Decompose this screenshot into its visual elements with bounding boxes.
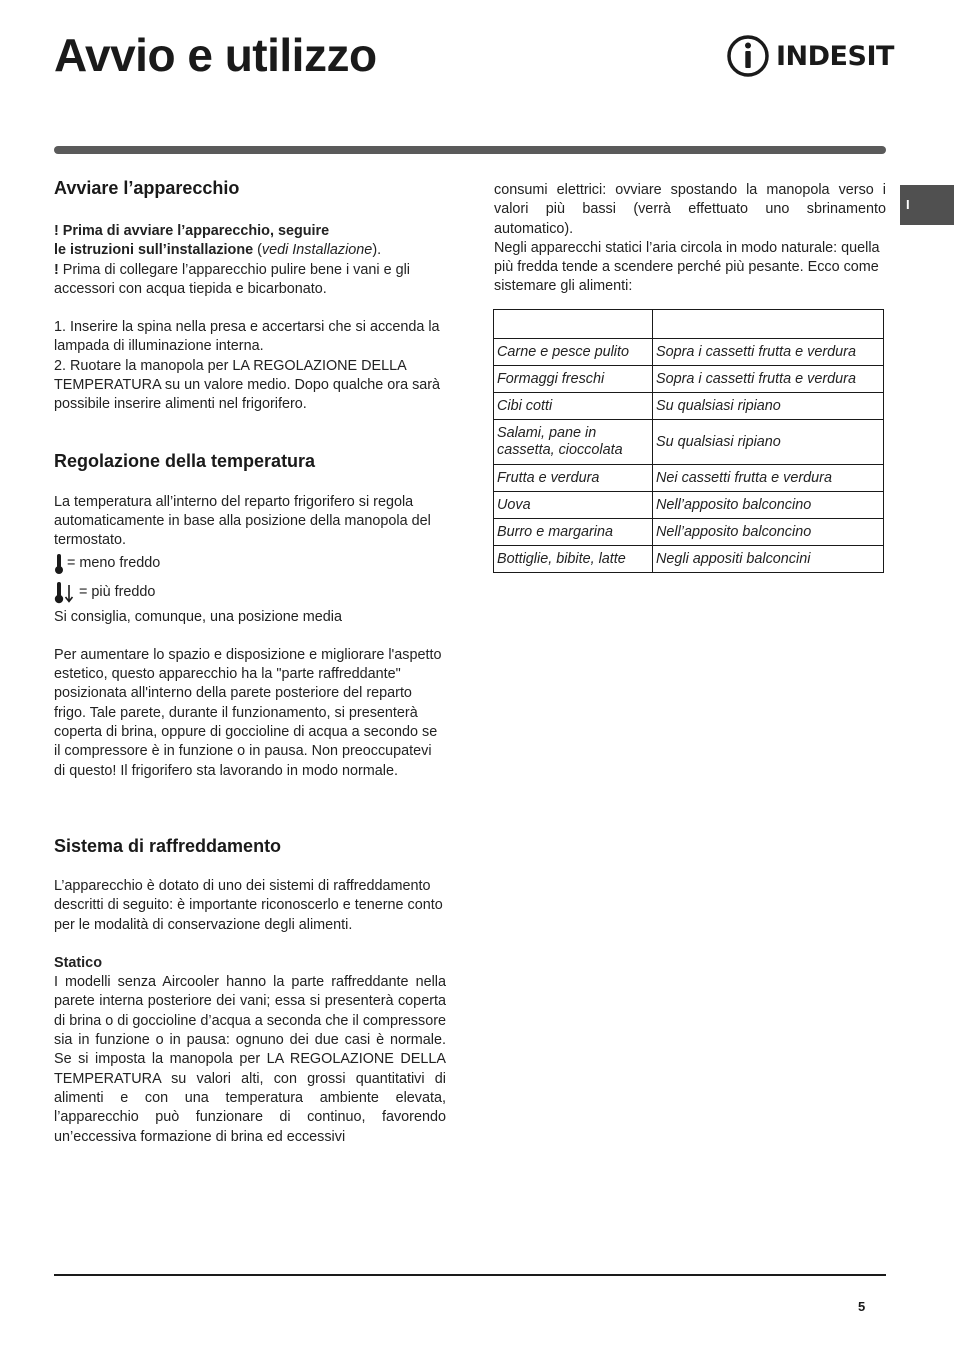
placement-cell: Nell’apposito balconcino: [653, 492, 884, 519]
temperature-advice: Si consiglia, comunque, una posizione media: [54, 608, 342, 625]
table-header-cell: [494, 310, 653, 339]
food-cell: Salami, pane in cassetta, cioccolata: [494, 420, 653, 465]
table-row: [494, 393, 884, 420]
placement-cell: Sopra i cassetti frutta e verdura: [653, 366, 884, 393]
static-text: I modelli senza Aircooler hanno la parte raffreddante nella parete interna posteriore dei vani; essa si presenterà coperta di brina o di goccioline d’acqua a seconda che il compressore sia in funzione o in pausa: ognuno dei due casi è normale. Se si imposta la manopola per LA REGOLAZIONE DELLA TEMPERATURA su valori alti, con grossi quantitativi di alimenti e con una temperatura ambiente elevata, l’apparecchio può funzionare di continuo, favorendo un’eccessiva formazione di brina ed eccessivi: [54, 974, 446, 1145]
warning-text-bold-2: le istruzioni sull’installazione: [54, 242, 254, 259]
food-cell: Bottiglie, bibite, latte: [494, 546, 653, 573]
temperature-paragraph: Per aumentare lo spazio e disposizione e migliorare l'aspetto estetico, questo apparecchio ha la "parte raffreddante" posizionata all'interno della parete posteriore del reparto frigo. Tale parete, durante il funzionamento, si presenterà coperta di brina, oppure di goccioline di acqua a secondo se il compressore è in funzione o in pausa. Non preoccupatevi di questo! Il frigorifero sta lavorando in modo normale.: [54, 646, 442, 779]
brand-name: INDESIT: [776, 40, 894, 72]
language-tab: [900, 185, 954, 225]
food-table-body: [494, 310, 884, 573]
food-cell: Burro e margarina: [494, 519, 653, 546]
page-number: 5: [858, 1299, 866, 1314]
placement-cell: Su qualsiasi ripiano: [653, 420, 884, 465]
food-cell: Uova: [494, 492, 653, 519]
food-cell: Formaggi freschi: [494, 366, 653, 393]
warning-text-bold: Prima di avviare l’apparecchio, seguire: [58, 223, 330, 239]
food-cell: Frutta e verdura: [494, 465, 653, 492]
warning-paren-open: (: [253, 242, 262, 259]
table-row: [494, 339, 884, 366]
step-1: 1. Inserire la spina nella presa e accertarsi che si accenda la lampada di illuminazione interna.: [54, 319, 440, 355]
placement-cell: Negli appositi balconcini: [653, 546, 884, 573]
table-row: [494, 546, 884, 573]
placement-cell: Nei cassetti frutta e verdura: [653, 465, 884, 492]
continuation-text: consumi elettrici: ovviare spostando la manopola verso i valori più bassi (verrà effettuato uno sbrinamento automatico).: [494, 182, 886, 237]
placement-cell: Nell’apposito balconcino: [653, 519, 884, 546]
section-heading-start: Avviare l’apparecchio: [54, 178, 240, 198]
warning-mark: !: [54, 261, 59, 278]
temperature-intro: La temperatura all’interno del reparto frigorifero si regola automaticamente in base alla posizione della manopola del termostato.: [54, 493, 431, 549]
food-cell: Carne e pesce pulito: [494, 339, 653, 366]
language-tab-label: I: [906, 197, 910, 212]
left-column: [54, 178, 446, 1147]
table-row: [494, 465, 884, 492]
section-heading-temperature: Regolazione della temperatura: [54, 450, 316, 471]
table-row: [494, 366, 884, 393]
table-header-cell: [653, 310, 884, 339]
section-heading-cooling: Sistema di raffreddamento: [54, 835, 282, 856]
more-cold-line: [54, 578, 446, 608]
table-row: [494, 420, 884, 465]
page-title: Avvio e utilizzo: [54, 29, 377, 81]
step-2: 2. Ruotare la manopola per LA REGOLAZIONE DELLA TEMPERATURA su un valore medio. Dopo qualche ora sarà possibile inserire alimenti nel frigorifero.: [54, 357, 441, 413]
warning-install: [54, 222, 446, 261]
footer-rule: [54, 1274, 886, 1276]
thermometer-down-icon: [54, 581, 76, 605]
header-rule: [54, 146, 886, 154]
food-storage-table: [493, 309, 884, 573]
warning-cleaning-text: Prima di collegare l’apparecchio pulire bene i vani e gli accessori con acqua tiepida e bicarbonato.: [54, 261, 410, 297]
brand-logo: [726, 34, 894, 78]
indesit-i-logo-icon: [726, 34, 770, 78]
warning-mark: !: [54, 223, 59, 239]
more-cold-label: = più freddo: [79, 583, 156, 600]
warning-reference: vedi Installazione: [261, 242, 373, 259]
warning-paren-close: ).: [372, 242, 382, 259]
placement-cell: Sopra i cassetti frutta e verdura: [653, 339, 884, 366]
table-row: [494, 519, 884, 546]
table-row: [494, 492, 884, 519]
placement-cell: Su qualsiasi ripiano: [653, 393, 884, 420]
thermometer-icon: [54, 553, 64, 575]
table-header-row: [494, 310, 884, 339]
right-column: [494, 181, 886, 297]
static-heading: Statico: [54, 954, 102, 971]
warning-cleaning: [54, 261, 446, 300]
less-cold-line: [54, 551, 446, 578]
cooling-intro: L’apparecchio è dotato di uno dei sistemi di raffreddamento descritti di seguito: è importante riconoscerlo e tenerne conto per le modalità di conservazione degli alimenti.: [54, 877, 443, 933]
less-cold-label: = meno freddo: [67, 555, 161, 572]
food-cell: Cibi cotti: [494, 393, 653, 420]
natural-air-text: Negli apparecchi statici l’aria circola in modo naturale: quella più fredda tende a scendere perché più pesante. Ecco come sistemare gli alimenti:: [494, 239, 880, 295]
